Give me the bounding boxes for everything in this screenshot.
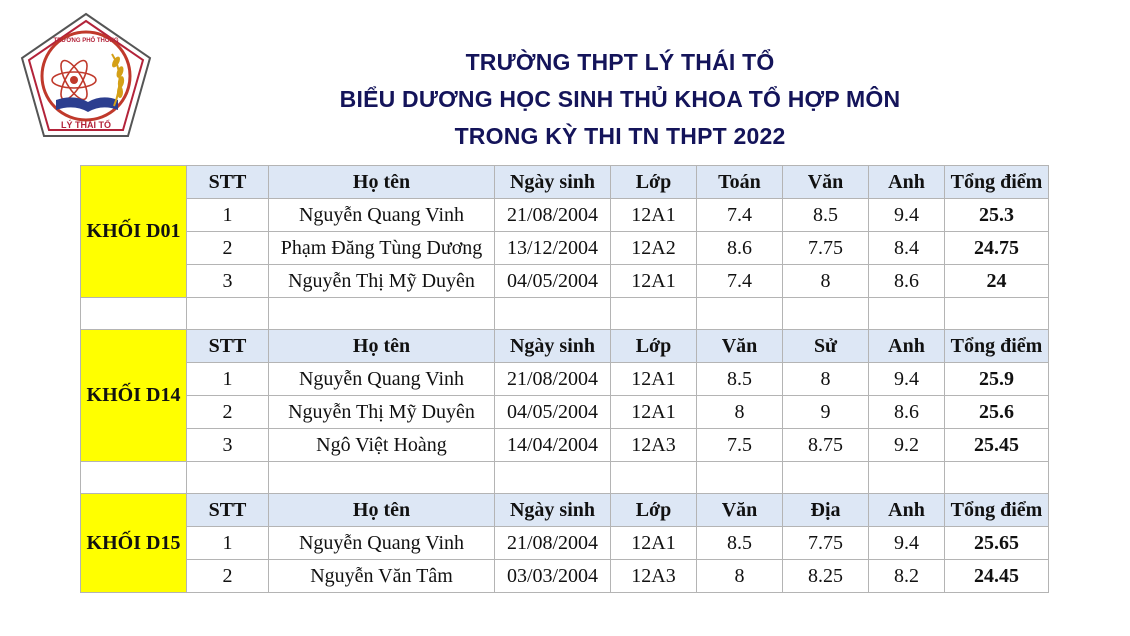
cell-score: 8.6 [697, 232, 783, 265]
cell-score: 9.4 [869, 199, 945, 232]
cell-total: 24.75 [945, 232, 1049, 265]
header-class: Lớp [611, 330, 697, 363]
cell-name: Nguyễn Quang Vinh [269, 199, 495, 232]
cell-score: 8 [697, 560, 783, 593]
cell-class: 12A1 [611, 363, 697, 396]
table-header-row [81, 494, 1049, 527]
cell-total: 25.65 [945, 527, 1049, 560]
cell-score: 8.5 [697, 527, 783, 560]
cell-score: 8.4 [869, 232, 945, 265]
cell-score: 9.4 [869, 363, 945, 396]
header-dob: Ngày sinh [495, 494, 611, 527]
header-subject-1: Toán [697, 166, 783, 199]
header-name: Họ tên [269, 494, 495, 527]
cell-score: 9.4 [869, 527, 945, 560]
cell-total: 25.45 [945, 429, 1049, 462]
cell-dob: 21/08/2004 [495, 363, 611, 396]
cell-dob: 04/05/2004 [495, 396, 611, 429]
header-total: Tổng điểm [945, 494, 1049, 527]
header-stt: STT [187, 330, 269, 363]
cell-score: 8 [783, 265, 869, 298]
cell-dob: 14/04/2004 [495, 429, 611, 462]
cell-class: 12A3 [611, 560, 697, 593]
header-class: Lớp [611, 166, 697, 199]
header-total: Tổng điểm [945, 166, 1049, 199]
header-total: Tổng điểm [945, 330, 1049, 363]
cell-dob: 13/12/2004 [495, 232, 611, 265]
cell-stt: 3 [187, 265, 269, 298]
school-name: TRƯỜNG THPT LÝ THÁI TỔ [465, 49, 775, 75]
cell-total: 25.9 [945, 363, 1049, 396]
header-name: Họ tên [269, 166, 495, 199]
cell-class: 12A2 [611, 232, 697, 265]
group-label-d01: KHỐI D01 [81, 166, 187, 298]
header-dob: Ngày sinh [495, 166, 611, 199]
cell-name: Nguyễn Quang Vinh [269, 363, 495, 396]
cell-total: 25.6 [945, 396, 1049, 429]
cell-total: 24.45 [945, 560, 1049, 593]
header-subject-3: Anh [869, 330, 945, 363]
cell-score: 8.75 [783, 429, 869, 462]
table-row [81, 265, 1049, 298]
cell-score: 8.6 [869, 265, 945, 298]
header-dob: Ngày sinh [495, 330, 611, 363]
table-row [81, 560, 1049, 593]
table-row [81, 199, 1049, 232]
header-subject-1: Văn [697, 494, 783, 527]
header-subject-2: Văn [783, 166, 869, 199]
top-scores-table [80, 165, 1049, 593]
table-row [81, 527, 1049, 560]
table-row [81, 429, 1049, 462]
cell-score: 7.75 [783, 527, 869, 560]
group-label-d14: KHỐI D14 [81, 330, 187, 462]
cell-name: Nguyễn Thị Mỹ Duyên [269, 265, 495, 298]
cell-class: 12A1 [611, 527, 697, 560]
cell-score: 8.25 [783, 560, 869, 593]
cell-name: Nguyễn Quang Vinh [269, 527, 495, 560]
table-header-row [81, 166, 1049, 199]
cell-score: 7.75 [783, 232, 869, 265]
cell-total: 25.3 [945, 199, 1049, 232]
page-header [240, 44, 1000, 155]
cell-score: 9 [783, 396, 869, 429]
cell-name: Phạm Đăng Tùng Dương [269, 232, 495, 265]
table-row [81, 363, 1049, 396]
cell-score: 8.6 [869, 396, 945, 429]
school-logo [16, 10, 156, 142]
cell-stt: 1 [187, 363, 269, 396]
cell-name: Ngô Việt Hoàng [269, 429, 495, 462]
header-stt: STT [187, 166, 269, 199]
cell-stt: 3 [187, 429, 269, 462]
cell-class: 12A1 [611, 199, 697, 232]
table-header-row [81, 330, 1049, 363]
logo-top-text: TRƯỜNG PHỔ THÔNG [53, 38, 119, 44]
spacer-row [81, 298, 1049, 330]
header-stt: STT [187, 494, 269, 527]
cell-stt: 2 [187, 232, 269, 265]
header-subject-2: Sử [783, 330, 869, 363]
cell-score: 9.2 [869, 429, 945, 462]
cell-stt: 1 [187, 527, 269, 560]
cell-score: 8.5 [697, 363, 783, 396]
cell-class: 12A1 [611, 265, 697, 298]
cell-dob: 03/03/2004 [495, 560, 611, 593]
cell-total: 24 [945, 265, 1049, 298]
cell-dob: 04/05/2004 [495, 265, 611, 298]
cell-class: 12A1 [611, 396, 697, 429]
cell-dob: 21/08/2004 [495, 527, 611, 560]
cell-class: 12A3 [611, 429, 697, 462]
table-row [81, 396, 1049, 429]
logo-bottom-text: LÝ THÁI TỔ [61, 120, 111, 130]
header-class: Lớp [611, 494, 697, 527]
header-subject-2: Địa [783, 494, 869, 527]
cell-name: Nguyễn Thị Mỹ Duyên [269, 396, 495, 429]
cell-score: 7.4 [697, 199, 783, 232]
header-subject-1: Văn [697, 330, 783, 363]
group-label-d15: KHỐI D15 [81, 494, 187, 593]
cell-stt: 2 [187, 396, 269, 429]
page-title: BIỂU DƯƠNG HỌC SINH THỦ KHOA TỔ HỢP MÔN [339, 86, 901, 112]
page-subtitle: TRONG KỲ THI TN THPT 2022 [454, 123, 786, 149]
cell-score: 8.5 [783, 199, 869, 232]
cell-name: Nguyễn Văn Tâm [269, 560, 495, 593]
cell-dob: 21/08/2004 [495, 199, 611, 232]
cell-score: 7.5 [697, 429, 783, 462]
header-subject-3: Anh [869, 166, 945, 199]
cell-score: 7.4 [697, 265, 783, 298]
cell-stt: 2 [187, 560, 269, 593]
cell-score: 8.2 [869, 560, 945, 593]
cell-score: 8 [783, 363, 869, 396]
cell-score: 8 [697, 396, 783, 429]
header-name: Họ tên [269, 330, 495, 363]
spacer-row [81, 462, 1049, 494]
table-row [81, 232, 1049, 265]
header-subject-3: Anh [869, 494, 945, 527]
cell-stt: 1 [187, 199, 269, 232]
